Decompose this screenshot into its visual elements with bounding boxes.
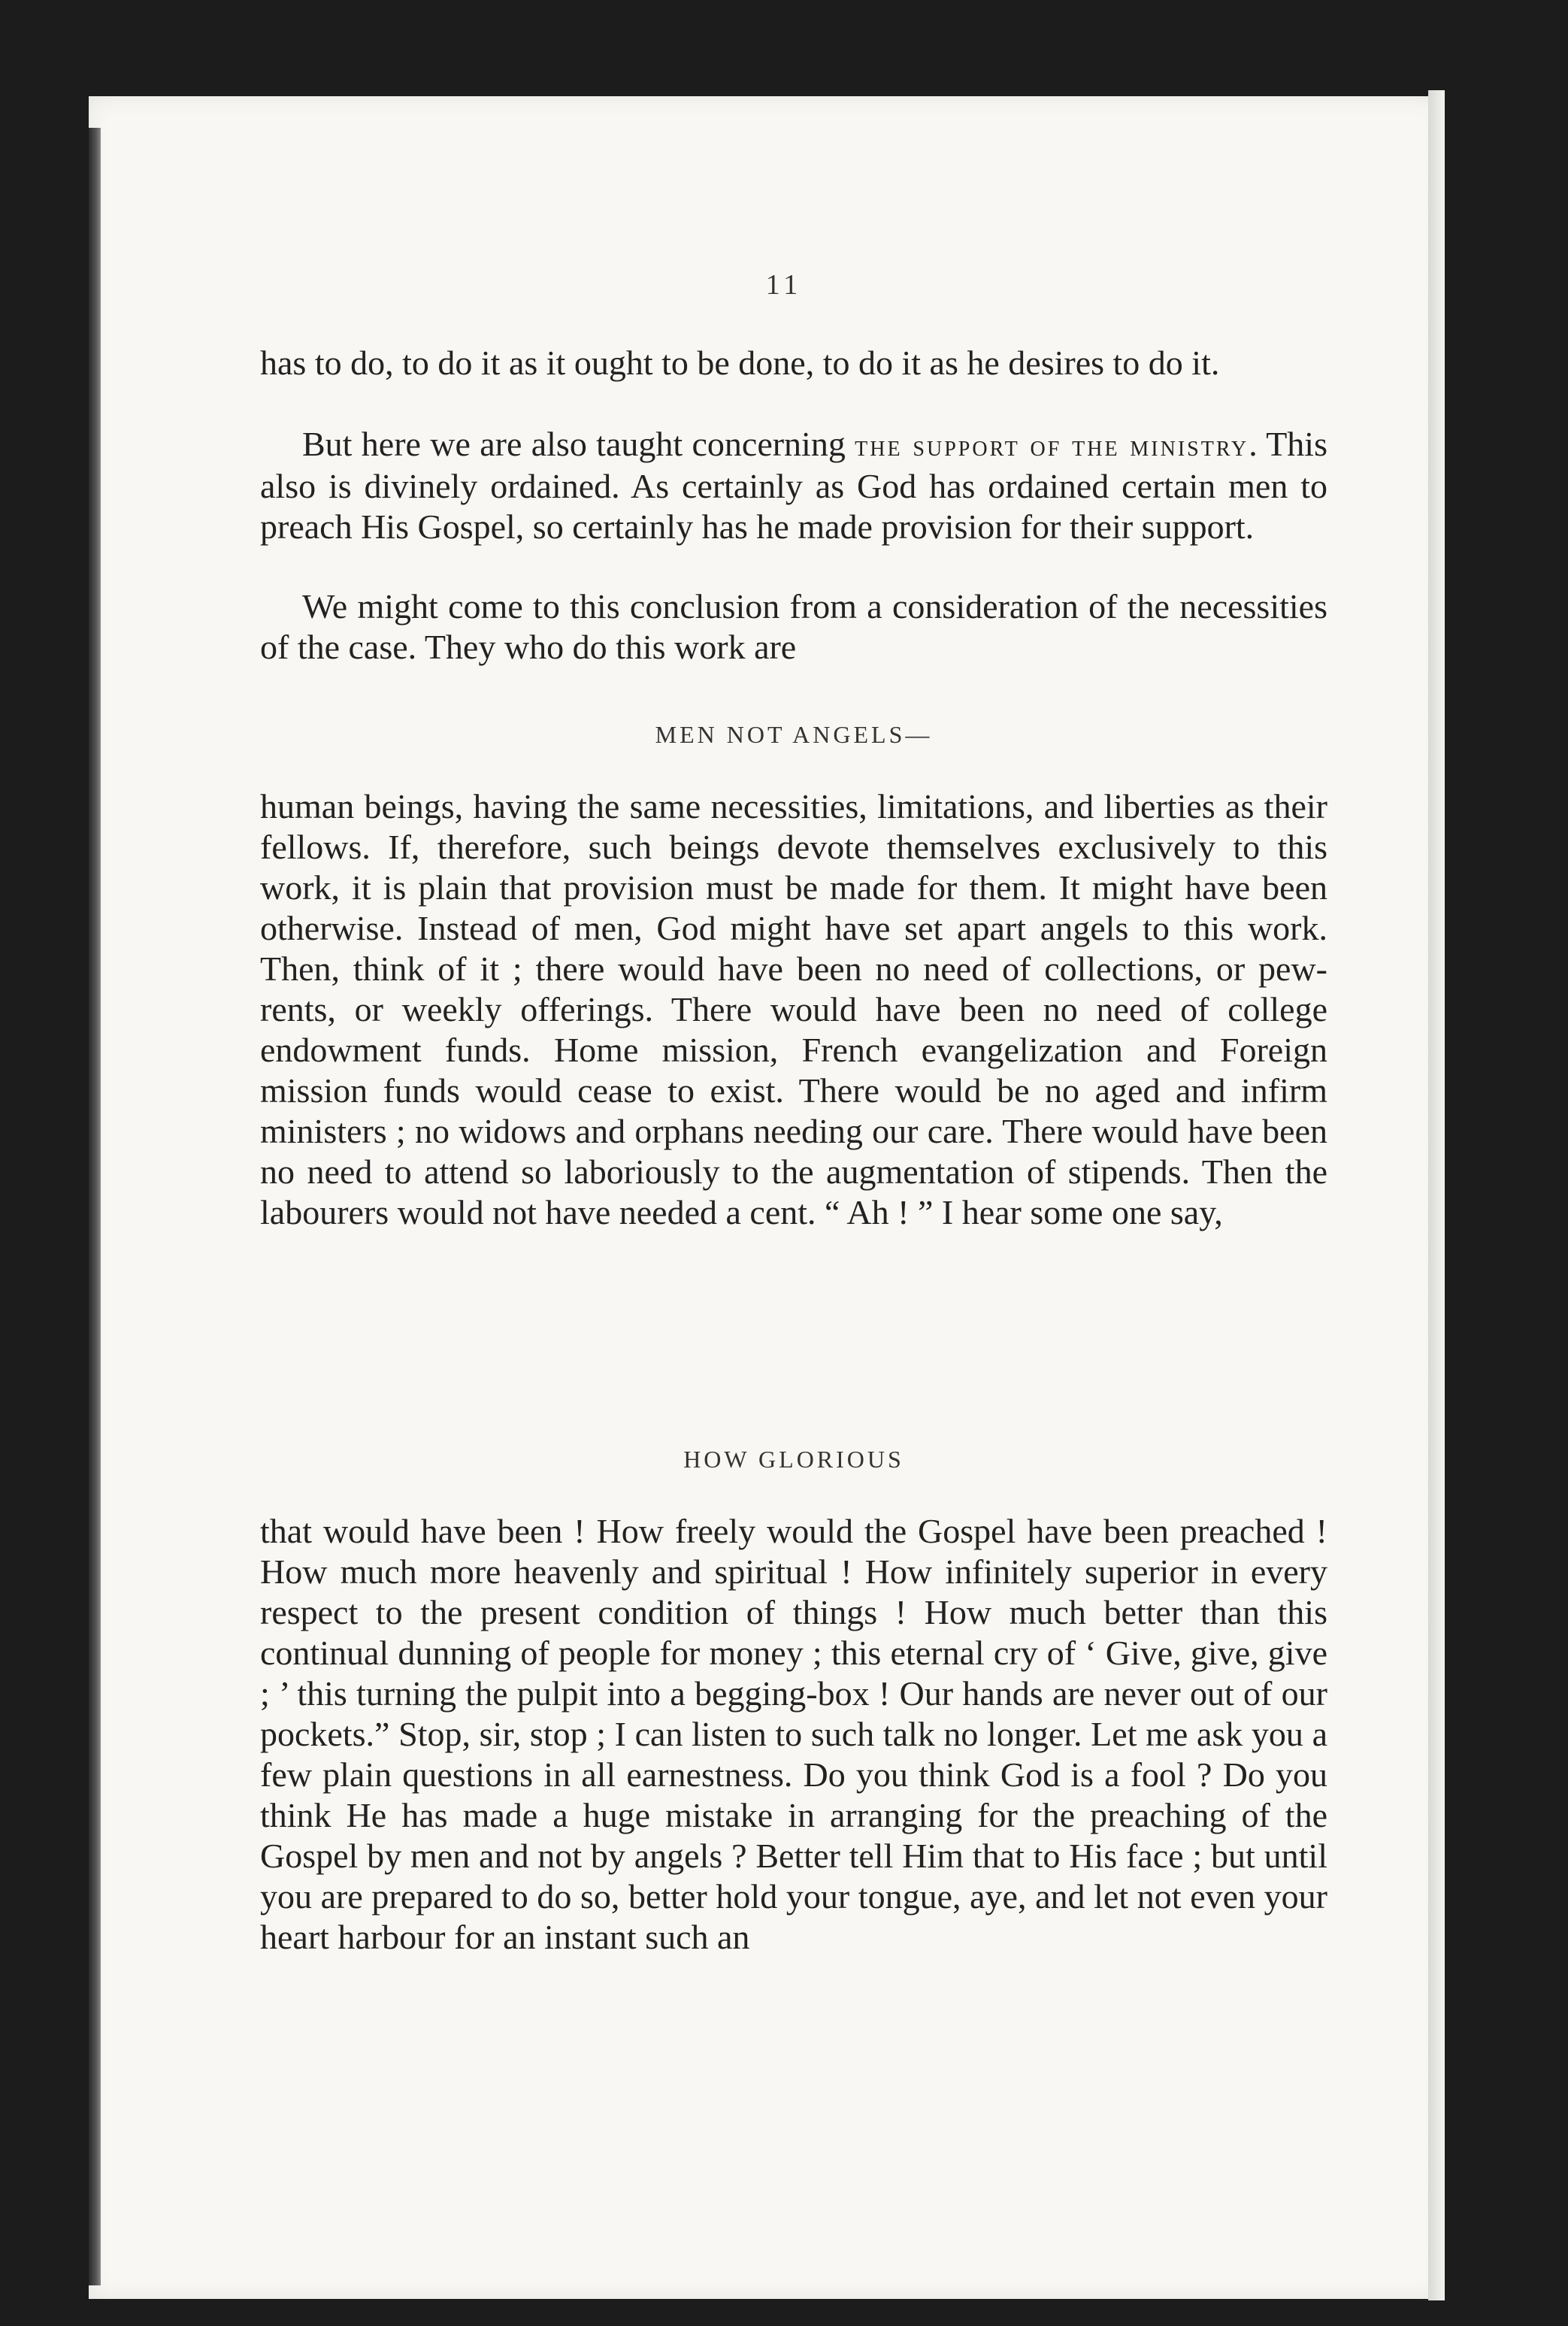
paragraph-2 (260, 424, 1327, 547)
heading-men-not-angels: MEN NOT ANGELS— (655, 721, 933, 748)
paragraph-1: has to do, to do it as it ought to be done, to do it as he desires to do it. (260, 344, 1220, 382)
paragraph-2-end: . This also is divinely ordained. As certainly as God has ordained certain men to preach His Gospel, so certainly has he made provision for their support. (260, 425, 1327, 546)
paragraph-2-start: But here we are also taught concerning (302, 425, 855, 463)
page-edge (1428, 90, 1445, 2300)
page-number: 11 (765, 269, 803, 301)
paragraph-4: human beings, having the same necessities, limitations, and liberties as their fellows. If, therefore, such beings devote themselves exclusively to this work, it is plain that provision must be made for them. It might have been otherwise. Instead of men, God might have set apart angels to this work. Then, think of it ; there would have been no need of collections, or pew-rents, or weekly offerings. There would have been no need of college endowment funds. Home mission, French evangelization and Foreign mission funds would cease to exist. There would be no aged and infirm ministers ; no widows and orphans needing our care. There would have been no need to attend so laboriously to the augmentation of stipends. Then the labourers would not have needed a cent. “ Ah ! ” I hear some one say, (260, 787, 1327, 1231)
paragraph-5: that would have been ! How freely would the Gospel have been preached ! How much more heavenly and spiritual ! How infinitely superior in every respect to the present condition of things ! How much better than this continual dunning of people for money ; this eternal cry of ‘ Give, give, give ; ’ this turning the pulpit into a begging-box ! Our hands are never out of our pockets.” Stop, sir, stop ; I can listen to such talk no longer. Let me ask you a few plain questions in all earnestness. Do you think God is a fool ? Do you think He has made a huge mistake in arranging for the preaching of the Gospel by men and not by angels ? Better tell Him that to His face ; but until you are prepared to do so, better hold your tongue, aye, and let not even your heart harbour for an instant such an (260, 1512, 1327, 1956)
support-of-ministry-smallcaps: the support of the ministry (855, 429, 1249, 462)
heading-how-glorious: HOW GLORIOUS (683, 1446, 904, 1473)
paragraph-3: We might come to this conclusion from a consideration of the necessities of the case. They who do this work are (260, 587, 1327, 666)
book-spine (89, 128, 101, 2285)
